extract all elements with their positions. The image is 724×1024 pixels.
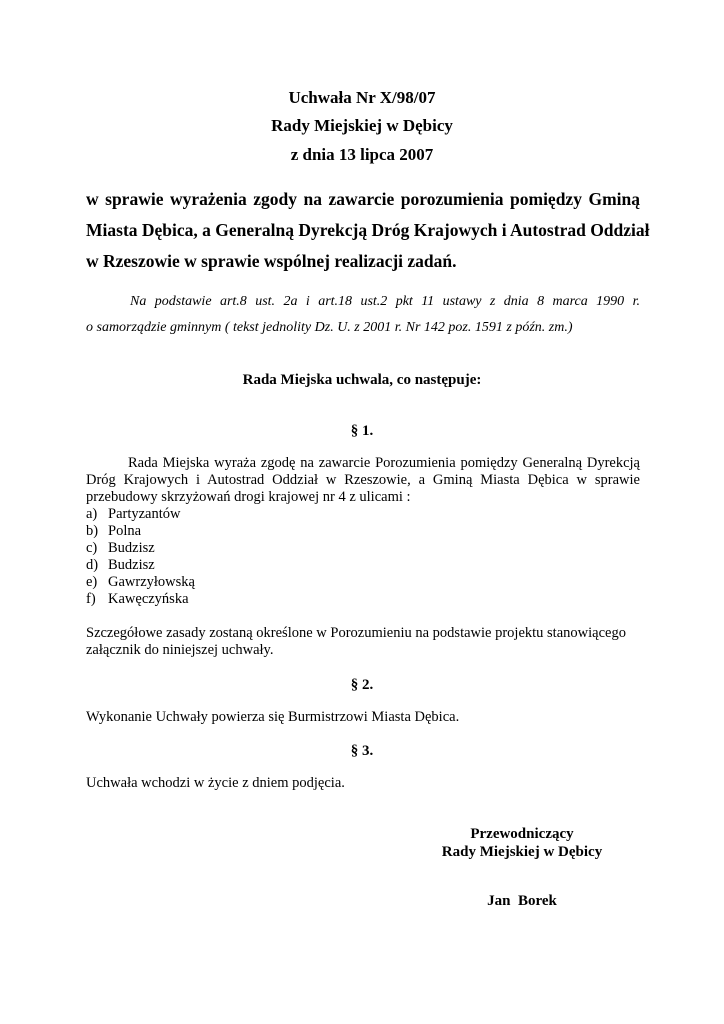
subject-line-3: w Rzeszowie w sprawie wspólnej realizacji zadań.: [86, 251, 457, 271]
council-name: Rady Miejskiej w Dębicy: [271, 116, 453, 135]
signature-name: Jan Borek: [487, 893, 557, 909]
list-item: [86, 591, 189, 608]
list-item-text: Polna: [108, 523, 142, 539]
list-marker: e): [86, 574, 98, 590]
section-1-line-3: przebudowy skrzyżowań drogi krajowej nr 4 z ulicami :: [86, 489, 411, 505]
list-marker: a): [86, 506, 98, 522]
resolves-statement: Rada Miejska uchwala, co następuje:: [242, 372, 482, 388]
section-3-heading: § 3.: [350, 743, 374, 759]
resolution-number: Uchwała Nr X/98/07: [288, 88, 436, 107]
section-1-details-line-1: Szczegółowe zasady zostaną określone w Porozumieniu na podstawie projektu stanowiącego: [86, 625, 626, 641]
list-item-text: Kawęczyńska: [108, 591, 189, 607]
subject-line-1: w sprawie wyrażenia zgody na zawarcie porozumienia pomiędzy Gminą: [86, 189, 640, 209]
section-2-heading: § 2.: [350, 677, 374, 693]
list-item-text: Gawrzyłowską: [108, 574, 195, 590]
list-marker: d): [86, 557, 99, 573]
section-1-heading: § 1.: [350, 423, 374, 439]
subject-line-2: Miasta Dębica, a Generalną Dyrekcją Dróg Krajowych i Autostrad Oddział: [86, 220, 650, 240]
list-item: [86, 574, 195, 591]
section-1-details-line-2: załącznik do niniejszej uchwały.: [86, 642, 274, 658]
list-item-text: Budzisz: [108, 540, 155, 556]
list-item-text: Budzisz: [108, 557, 155, 573]
list-marker: f): [86, 591, 96, 607]
list-item: [86, 557, 155, 574]
list-marker: b): [86, 523, 99, 539]
list-item: [86, 523, 141, 540]
signature-body: Rady Miejskiej w Dębicy: [441, 844, 603, 860]
list-item-text: Partyzantów: [108, 506, 181, 522]
section-3-text: Uchwała wchodzi w życie z dniem podjęcia.: [86, 775, 345, 791]
section-1-line-2: Dróg Krajowych i Autostrad Oddział w Rzeszowie, a Gminą Miasta Dębica w sprawie: [86, 472, 640, 488]
legal-basis-line-1: Na podstawie art.8 ust. 2a i art.18 ust.2 pkt 11 ustawy z dnia 8 marca 1990 r.: [130, 294, 640, 309]
list-marker: c): [86, 540, 98, 556]
list-item: [86, 506, 180, 523]
resolution-date: z dnia 13 lipca 2007: [290, 145, 434, 164]
section-2-text: Wykonanie Uchwały powierza się Burmistrzowi Miasta Dębica.: [86, 709, 460, 725]
signature-role: Przewodniczący: [470, 826, 574, 842]
section-1-line-1: Rada Miejska wyraża zgodę na zawarcie Porozumienia pomiędzy Generalną Dyrekcją: [128, 455, 640, 471]
legal-basis-line-2: o samorządzie gminnym ( tekst jednolity Dz. U. z 2001 r. Nr 142 poz. 1591 z późn. zm.): [86, 320, 573, 335]
list-item: [86, 540, 155, 557]
